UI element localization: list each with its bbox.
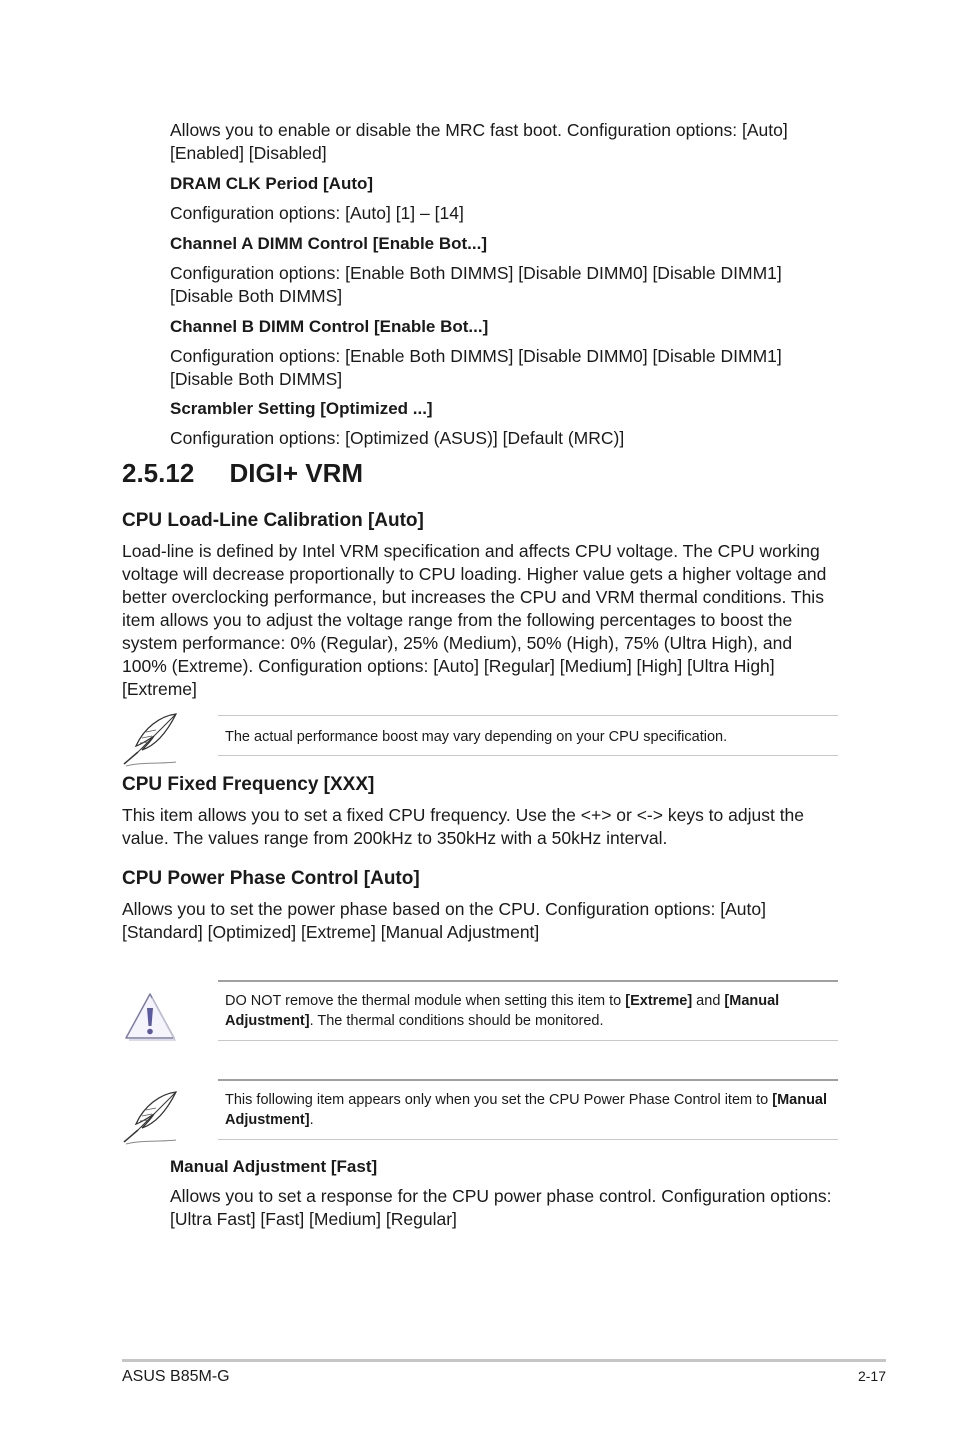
channel-b-dimm-control-description: Configuration options: [Enable Both DIMMS] [Disable DIMM0] [Disable DIMM1] [Disable Both DIMMS]: [170, 346, 782, 389]
footer-rule: [122, 1359, 886, 1362]
scrambler-setting-title: Scrambler Setting [Optimized ...]: [170, 399, 433, 418]
section-number: 2.5.12: [122, 458, 195, 488]
footer-product-name: ASUS B85M-G: [122, 1368, 230, 1385]
note-bottom-rule: [218, 755, 838, 756]
section-heading: [122, 458, 363, 488]
channel-a-dimm-control-title: Channel A DIMM Control [Enable Bot...]: [170, 234, 487, 253]
warning-text-post: . The thermal conditions should be monitored.: [309, 1013, 604, 1029]
note-performance-boost: The actual performance boost may vary depending on your CPU specification.: [225, 729, 728, 745]
cpu-load-line-calibration-title: CPU Load-Line Calibration [Auto]: [122, 510, 424, 531]
cpu-power-phase-control-title: CPU Power Phase Control [Auto]: [122, 868, 420, 889]
feather-pen-icon: [120, 710, 182, 770]
warning-bottom-rule: [218, 1040, 838, 1041]
dram-clk-period-description: Configuration options: [Auto] [1] – [14]: [170, 203, 464, 223]
mrc-fast-boot-description: Allows you to enable or disable the MRC fast boot. Configuration options: [Auto] [Enabled] [Disabled]: [170, 120, 788, 163]
cpu-load-line-calibration-description: Load-line is defined by Intel VRM specification and affects CPU voltage. The CPU working voltage will decrease proportionally to CPU loading. Higher value gets a higher voltage and better overclocking performance, but increases the CPU and VRM thermal conditions. This item allows you to adjust the voltage range from the following percentages to boost the system performance: 0% (Regular), 25% (Medium), 50% (High), 75% (Ultra High), and 100% (Extreme). Configuration options: [Auto] [Regular] [Medium] [High] [Ultra High] [Extreme]: [122, 541, 827, 699]
channel-a-dimm-control-description: Configuration options: [Enable Both DIMMS] [Disable DIMM0] [Disable DIMM1] [Disable Both DIMMS]: [170, 263, 782, 306]
warning-text-bold-manual: [Manual Adjustment]: [225, 993, 780, 1029]
warning-text-pre: DO NOT remove the thermal module when setting this item to: [225, 993, 626, 1009]
note2-top-rule: [218, 1079, 838, 1081]
note-manual-adjustment: [225, 1090, 830, 1130]
warning-text: [225, 991, 830, 1031]
manual-adjustment-description: Allows you to set a response for the CPU power phase control. Configuration options: [Ultra Fast] [Fast] [Medium] [Regular]: [170, 1186, 832, 1229]
section-title: DIGI+ VRM: [229, 458, 364, 488]
warning-text-mid: and: [692, 993, 725, 1009]
note2-text-post: .: [309, 1112, 314, 1128]
note2-text-bold: [Manual Adjustment]: [225, 1092, 828, 1128]
warning-top-rule: [218, 980, 838, 982]
warning-text-bold-extreme: [Extreme]: [625, 993, 693, 1009]
manual-adjustment-title: Manual Adjustment [Fast]: [170, 1157, 378, 1176]
note2-bottom-rule: [218, 1139, 838, 1140]
warning-triangle-icon: [122, 990, 178, 1044]
cpu-fixed-frequency-title: CPU Fixed Frequency [XXX]: [122, 774, 375, 795]
note2-text-pre: This following item appears only when you set the CPU Power Phase Control item to: [225, 1092, 773, 1108]
scrambler-setting-description: Configuration options: [Optimized (ASUS)] [Default (MRC)]: [170, 428, 625, 448]
dram-clk-period-title: DRAM CLK Period [Auto]: [170, 174, 374, 193]
cpu-power-phase-control-description: Allows you to set the power phase based on the CPU. Configuration options: [Auto] [Standard] [Optimized] [Extreme] [Manual Adjustment]: [122, 899, 766, 942]
feather-pen-icon: [120, 1088, 182, 1148]
cpu-fixed-frequency-description: This item allows you to set a fixed CPU frequency. Use the <+> or <-> keys to adjust the value. The values range from 200kHz to 350kHz with a 50kHz interval.: [122, 805, 805, 848]
channel-b-dimm-control-title: Channel B DIMM Control [Enable Bot...]: [170, 317, 489, 336]
note-top-rule: [218, 715, 838, 716]
footer-page-number: 2-17: [857, 1368, 886, 1384]
